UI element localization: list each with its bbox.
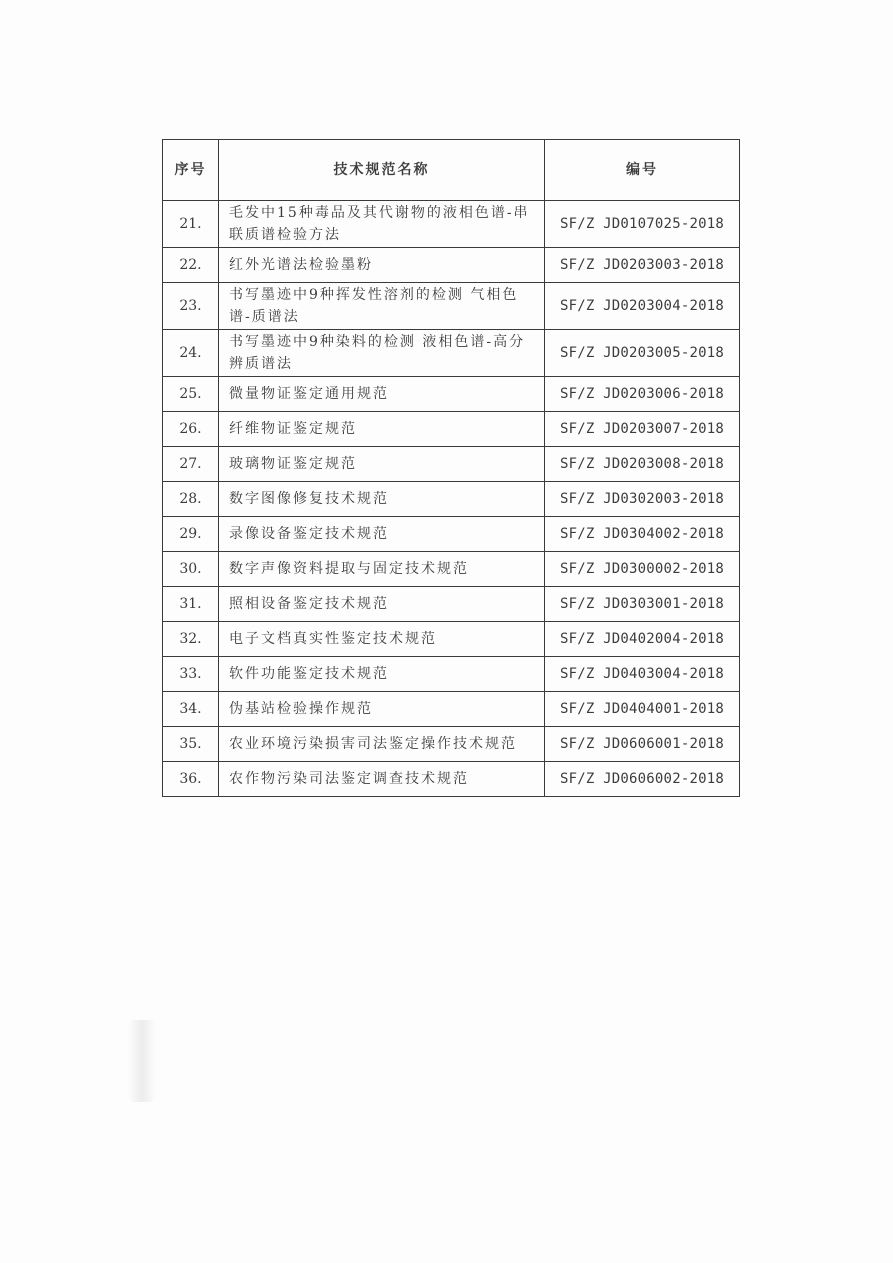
- row-code: SF/Z JD0203006-2018: [545, 377, 740, 412]
- table-row: [163, 517, 740, 552]
- row-name: 微量物证鉴定通用规范: [219, 377, 545, 412]
- row-number: 32.: [163, 622, 219, 657]
- row-name: 录像设备鉴定技术规范: [219, 517, 545, 552]
- row-name: 数字声像资料提取与固定技术规范: [219, 552, 545, 587]
- row-code: SF/Z JD0300002-2018: [545, 552, 740, 587]
- row-name: 软件功能鉴定技术规范: [219, 657, 545, 692]
- row-name: 红外光谱法检验墨粉: [219, 248, 545, 283]
- row-name: 玻璃物证鉴定规范: [219, 447, 545, 482]
- table-row: [163, 587, 740, 622]
- row-code: SF/Z JD0303001-2018: [545, 587, 740, 622]
- row-code: SF/Z JD0606002-2018: [545, 762, 740, 797]
- row-name: 书写墨迹中9种挥发性溶剂的检测 气相色谱-质谱法: [219, 283, 545, 330]
- row-number: 25.: [163, 377, 219, 412]
- table-row: [163, 692, 740, 727]
- row-code: SF/Z JD0302003-2018: [545, 482, 740, 517]
- table-row: [163, 283, 740, 330]
- row-name: 毛发中15种毒品及其代谢物的液相色谱-串联质谱检验方法: [219, 201, 545, 248]
- row-code: SF/Z JD0404001-2018: [545, 692, 740, 727]
- row-name: 书写墨迹中9种染料的检测 液相色谱-高分辨质谱法: [219, 330, 545, 377]
- row-number: 22.: [163, 248, 219, 283]
- row-name: 照相设备鉴定技术规范: [219, 587, 545, 622]
- table-row: [163, 330, 740, 377]
- row-number: 36.: [163, 762, 219, 797]
- table-row: [163, 727, 740, 762]
- row-number: 23.: [163, 283, 219, 330]
- row-code: SF/Z JD0402004-2018: [545, 622, 740, 657]
- table-row: [163, 447, 740, 482]
- header-number: 序号: [163, 140, 219, 201]
- table-row: [163, 248, 740, 283]
- technical-spec-table: [162, 139, 740, 797]
- table-row: [163, 377, 740, 412]
- row-name: 电子文档真实性鉴定技术规范: [219, 622, 545, 657]
- header-name: 技术规范名称: [219, 140, 545, 201]
- row-code: SF/Z JD0203007-2018: [545, 412, 740, 447]
- row-name: 数字图像修复技术规范: [219, 482, 545, 517]
- row-number: 21.: [163, 201, 219, 248]
- table-header-row: [163, 140, 740, 201]
- row-code: SF/Z JD0403004-2018: [545, 657, 740, 692]
- row-number: 30.: [163, 552, 219, 587]
- row-name: 农作物污染司法鉴定调查技术规范: [219, 762, 545, 797]
- row-code: SF/Z JD0203005-2018: [545, 330, 740, 377]
- row-name: 纤维物证鉴定规范: [219, 412, 545, 447]
- row-number: 26.: [163, 412, 219, 447]
- row-code: SF/Z JD0203008-2018: [545, 447, 740, 482]
- row-code: SF/Z JD0606001-2018: [545, 727, 740, 762]
- table-row: [163, 201, 740, 248]
- row-code: SF/Z JD0203004-2018: [545, 283, 740, 330]
- table-row: [163, 657, 740, 692]
- row-number: 31.: [163, 587, 219, 622]
- table-row: [163, 412, 740, 447]
- table-row: [163, 622, 740, 657]
- table-row: [163, 762, 740, 797]
- row-number: 24.: [163, 330, 219, 377]
- row-number: 34.: [163, 692, 219, 727]
- row-name: 伪基站检验操作规范: [219, 692, 545, 727]
- table-row: [163, 482, 740, 517]
- scan-artifact: [128, 1020, 156, 1102]
- row-code: SF/Z JD0107025-2018: [545, 201, 740, 248]
- row-name: 农业环境污染损害司法鉴定操作技术规范: [219, 727, 545, 762]
- row-number: 28.: [163, 482, 219, 517]
- row-number: 29.: [163, 517, 219, 552]
- table-row: [163, 552, 740, 587]
- row-code: SF/Z JD0304002-2018: [545, 517, 740, 552]
- row-number: 35.: [163, 727, 219, 762]
- row-code: SF/Z JD0203003-2018: [545, 248, 740, 283]
- row-number: 33.: [163, 657, 219, 692]
- header-code: 编号: [545, 140, 740, 201]
- row-number: 27.: [163, 447, 219, 482]
